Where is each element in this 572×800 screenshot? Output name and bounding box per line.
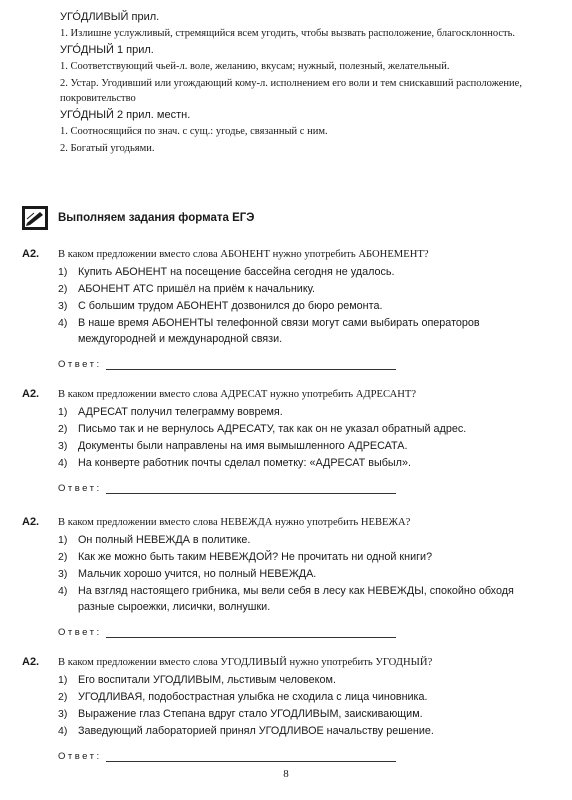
option-text: АБОНЕНТ АТС пришёл на приём к начальнику. <box>78 283 315 295</box>
task-number: А2. <box>22 248 40 260</box>
dictionary-headword: УГО́ДЛИВЫЙ прил. <box>60 11 160 23</box>
option-text: Письмо так и не вернулось АДРЕСАТУ, так как он не указал обратный адрес. <box>78 423 467 435</box>
option-number: 4) <box>58 585 68 597</box>
page-number: 8 <box>283 768 289 780</box>
option-text: АДРЕСАТ получил телеграмму вовремя. <box>78 406 283 418</box>
option-text: Как же можно быть таким НЕВЕЖДОЙ? Не прочитать ни одной книги? <box>78 551 433 563</box>
option-number: 3) <box>58 708 68 720</box>
task-question: В каком предложении вместо слова НЕВЕЖДА нужно употребить НЕВЕЖА? <box>58 517 411 528</box>
dictionary-definition: 2. Богатый угодьями. <box>60 143 155 154</box>
option-text: С большим трудом АБОНЕНТ дозвонился до бюро ремонта. <box>78 300 383 312</box>
option-text: На конверте работник почты сделал пометку: «АДРЕСАТ выбыл». <box>78 457 411 469</box>
answer-label: Ответ: <box>58 359 102 370</box>
option-2[interactable] <box>58 281 552 297</box>
task-question: В каком предложении вместо слова АБОНЕНТ нужно употребить АБОНЕМЕНТ? <box>58 249 429 260</box>
option-text: Мальчик хорошо учится, но полный НЕВЕЖДА. <box>78 568 317 580</box>
option-number: 2) <box>58 283 68 295</box>
option-text: Купить АБОНЕНТ на посещение бассейна сегодня не удалось. <box>78 266 395 278</box>
options-list <box>22 264 552 347</box>
dictionary-headword: УГО́ДНЫЙ 2 прил. местн. <box>60 109 191 121</box>
option-1[interactable] <box>58 672 552 688</box>
option-number: 1) <box>58 674 68 686</box>
options-list <box>22 532 552 615</box>
dictionary-definition: 1. Соотносящийся по знач. с сущ.: угодье, связанный с ним. <box>60 126 328 137</box>
option-number: 4) <box>58 317 68 329</box>
task-number: А2. <box>22 388 40 400</box>
answer-row <box>58 627 552 638</box>
option-number: 4) <box>58 457 68 469</box>
option-number: 2) <box>58 551 68 563</box>
option-3[interactable] <box>58 438 552 454</box>
options-list <box>22 672 552 739</box>
option-3[interactable] <box>58 706 552 722</box>
option-1[interactable] <box>58 264 552 280</box>
answer-label: Ответ: <box>58 627 102 638</box>
option-3[interactable] <box>58 566 552 582</box>
option-text: Выражение глаз Степана вдруг стало УГОДЛИВЫМ, заискивающим. <box>78 708 423 720</box>
task-number: А2. <box>22 516 40 528</box>
pen-writing-icon <box>22 206 48 230</box>
dictionary-definition: 1. Соответствующий чьей-л. воле, желанию, вкусам; нужный, полезный, желательный. <box>60 61 450 72</box>
option-1[interactable] <box>58 532 552 548</box>
option-text: УГОДЛИВАЯ, подобострастная улыбка не сходила с лица чиновника. <box>78 691 428 703</box>
option-2[interactable] <box>58 421 552 437</box>
option-number: 4) <box>58 725 68 737</box>
options-list <box>22 404 552 471</box>
task-ugodlivy <box>22 656 552 762</box>
task-question: В каком предложении вместо слова АДРЕСАТ нужно употребить АДРЕСАНТ? <box>58 389 417 400</box>
task-nevezhda <box>22 516 552 638</box>
answer-field[interactable] <box>106 751 396 762</box>
answer-row <box>58 359 552 370</box>
dictionary-entries <box>60 8 550 158</box>
option-number: 3) <box>58 300 68 312</box>
section-title: Выполняем задания формата ЕГЭ <box>58 212 255 224</box>
option-text: Его воспитали УГОДЛИВЫМ, льстивым человеком. <box>78 674 336 686</box>
option-1[interactable] <box>58 404 552 420</box>
option-4[interactable] <box>58 455 552 471</box>
task-abonent <box>22 248 552 370</box>
option-number: 3) <box>58 440 68 452</box>
option-text: Он полный НЕВЕЖДА в политике. <box>78 534 251 546</box>
answer-row <box>58 483 552 494</box>
option-text: Заведующий лабораторией принял УГОДЛИВОЕ начальству решение. <box>78 725 434 737</box>
option-3[interactable] <box>58 298 552 314</box>
option-number: 3) <box>58 568 68 580</box>
dictionary-definition: 2. Устар. Угодивший или угождающий кому-л. исполнением его воли и тем снискавший расположение, покровительство <box>60 78 522 104</box>
option-number: 2) <box>58 691 68 703</box>
option-2[interactable] <box>58 689 552 705</box>
option-text: В наше время АБОНЕНТЫ телефонной связи могут сами выбирать операторов междугородней и международной связи. <box>78 317 480 345</box>
option-number: 1) <box>58 266 68 278</box>
answer-label: Ответ: <box>58 483 102 494</box>
option-4[interactable] <box>58 315 552 347</box>
option-number: 1) <box>58 534 68 546</box>
answer-label: Ответ: <box>58 751 102 762</box>
dictionary-definition: 1. Излишне услужливый, стремящийся всем угодить, чтобы вызвать расположение, благосклонность. <box>60 28 516 39</box>
dictionary-headword: УГО́ДНЫЙ 1 прил. <box>60 44 154 56</box>
option-2[interactable] <box>58 549 552 565</box>
section-header <box>22 205 522 231</box>
answer-field[interactable] <box>106 483 396 494</box>
task-question: В каком предложении вместо слова УГОДЛИВЫЙ нужно употребить УГОДНЫЙ? <box>58 657 433 668</box>
option-4[interactable] <box>58 723 552 739</box>
option-number: 2) <box>58 423 68 435</box>
option-text: Документы были направлены на имя вымышленного АДРЕСАТА. <box>78 440 408 452</box>
answer-field[interactable] <box>106 359 396 370</box>
answer-row <box>58 751 552 762</box>
option-4[interactable] <box>58 583 552 615</box>
task-adresat <box>22 388 552 494</box>
option-number: 1) <box>58 406 68 418</box>
answer-field[interactable] <box>106 627 396 638</box>
option-text: На взгляд настоящего грибника, мы вели себя в лесу как НЕВЕЖДЫ, спокойно обходя разные сыроежки, лисички, волнушки. <box>78 585 514 613</box>
task-number: А2. <box>22 656 40 668</box>
